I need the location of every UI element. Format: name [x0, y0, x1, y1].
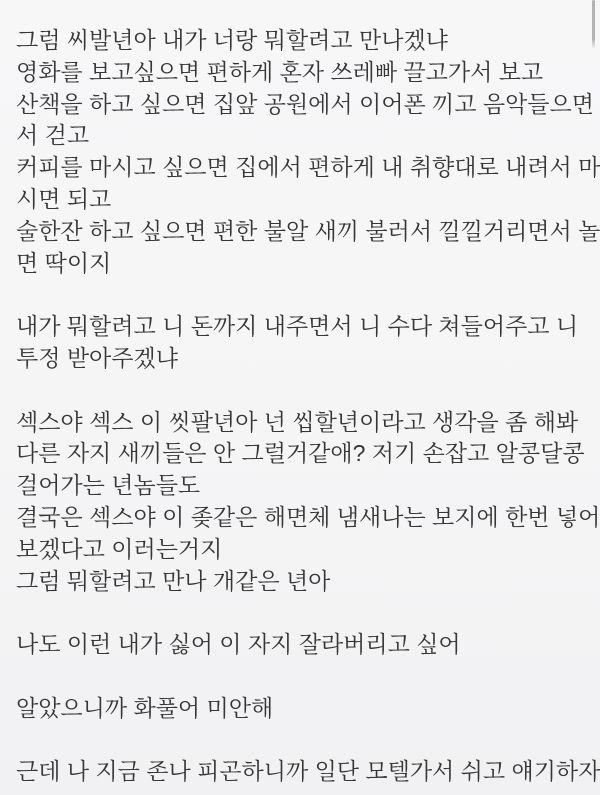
- text-line: 섹스야 섹스 이 씻팔년아 넌 씹할년이라고 생각을 좀 해봐: [16, 408, 579, 435]
- text-line: 다른 자지 새끼들은 안 그럴거같애? 저기 손잡고 알콩달콩: [16, 440, 585, 467]
- text-line: 시면 되고: [16, 185, 112, 212]
- scrollbar-thumb[interactable]: [592, 0, 595, 49]
- text-line: 알았으니까 화풀어 미안해: [16, 694, 274, 721]
- post-body-text: [16, 25, 600, 788]
- text-line: 커피를 마시고 싶으면 집에서 편하게 내 취향대로 내려서 마: [16, 154, 600, 181]
- text-line: 걸어가는 년놈들도: [16, 472, 201, 499]
- text-line: 나도 이런 내가 싫어 이 자지 잘라버리고 싶어: [16, 631, 461, 658]
- text-line: [16, 279, 590, 311]
- text-line: 술한잔 하고 싶으면 편한 불알 새끼 불러서 낄낄거리면서 놀: [16, 217, 600, 244]
- text-line: [16, 597, 590, 629]
- text-line: 내가 뭐할려고 니 돈까지 내주면서 니 수다 쳐들어주고 니: [16, 313, 579, 340]
- text-line: 근데 나 지금 존나 피곤하니까 일단 모텔가서 쉬고 얘기하자: [16, 758, 600, 785]
- text-line: 결국은 섹스야 이 좆같은 해면체 냄새나는 보지에 한번 넣어: [16, 503, 600, 530]
- text-line: [16, 725, 590, 757]
- text-line: 서 걷고: [16, 122, 90, 149]
- text-line: 영화를 보고싶으면 편하게 혼자 쓰레빠 끌고가서 보고: [16, 58, 544, 85]
- text-line: 면 딱이지: [16, 249, 112, 276]
- text-line: [16, 375, 590, 407]
- text-line: 그럼 뭐할려고 만나 개같은 년아: [16, 567, 331, 594]
- text-line: 그럼 씨발년아 내가 너랑 뭐할려고 만나겠냐: [16, 27, 448, 53]
- text-line: [16, 661, 590, 693]
- text-line: 보겠다고 이러는거지: [16, 535, 223, 562]
- text-line: 투정 받아주겠냐: [16, 344, 178, 371]
- text-line: 산책을 하고 싶으면 집앞 공원에서 이어폰 끼고 음악들으면: [16, 90, 594, 117]
